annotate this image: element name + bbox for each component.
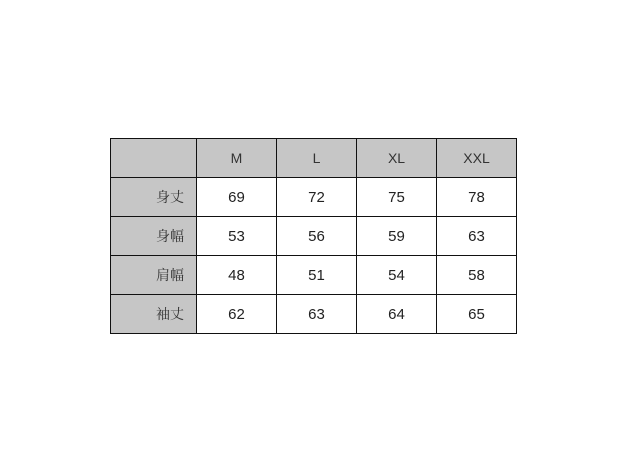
- cell-width-xl: 59: [357, 217, 437, 256]
- table-row: [111, 295, 517, 334]
- table-header: [111, 139, 517, 178]
- table-body: [111, 178, 517, 334]
- cell-length-xxl: 78: [437, 178, 517, 217]
- cell-shoulder-m: 48: [197, 256, 277, 295]
- cell-width-m: 53: [197, 217, 277, 256]
- cell-length-l: 72: [277, 178, 357, 217]
- table-row: [111, 178, 517, 217]
- cell-sleeve-l: 63: [277, 295, 357, 334]
- size-chart-table: [110, 138, 517, 334]
- table-header-row: [111, 139, 517, 178]
- table-corner-cell: [111, 139, 197, 178]
- table-row: [111, 217, 517, 256]
- row-label-sleeve: 袖丈: [111, 295, 197, 334]
- row-label-shoulder: 肩幅: [111, 256, 197, 295]
- cell-sleeve-m: 62: [197, 295, 277, 334]
- row-label-width: 身幅: [111, 217, 197, 256]
- cell-length-m: 69: [197, 178, 277, 217]
- cell-sleeve-xxl: 65: [437, 295, 517, 334]
- column-header-xl: XL: [357, 139, 437, 178]
- cell-width-l: 56: [277, 217, 357, 256]
- row-label-length: 身丈: [111, 178, 197, 217]
- cell-width-xxl: 63: [437, 217, 517, 256]
- cell-shoulder-xxl: 58: [437, 256, 517, 295]
- column-header-xxl: XXL: [437, 139, 517, 178]
- cell-shoulder-xl: 54: [357, 256, 437, 295]
- table-row: [111, 256, 517, 295]
- column-header-m: M: [197, 139, 277, 178]
- cell-shoulder-l: 51: [277, 256, 357, 295]
- cell-sleeve-xl: 64: [357, 295, 437, 334]
- cell-length-xl: 75: [357, 178, 437, 217]
- column-header-l: L: [277, 139, 357, 178]
- size-chart-container: [110, 138, 516, 334]
